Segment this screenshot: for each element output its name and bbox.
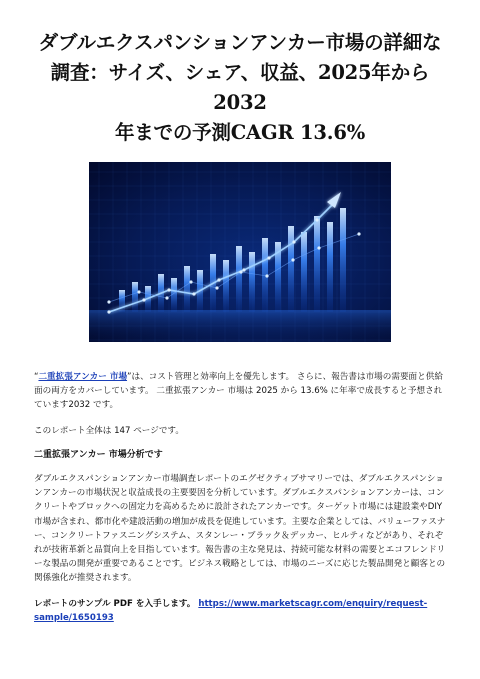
decorative-point [267,256,270,259]
title-line-1: ダブルエクスパンションアンカー市場の詳細な [38,31,442,54]
decorative-point [357,232,360,235]
decorative-point [165,296,168,299]
decorative-bar [314,216,320,312]
sample-request [34,597,446,625]
decorative-bar [340,208,346,312]
intro-paragraph: “二重拡張アンカー 市場”は、コスト管理と効率向上を優先します。 さらに、報告書は市場の需要面と供給面の両方をカバーしています。 二重拡張アンカー 市場は 2025 から 13.6% に年率で成長すると予想されています2032 です。 [34,372,443,411]
decorative-point [315,218,318,221]
decorative-point [242,268,245,271]
hero-growth-chart-image [89,162,391,342]
title-line-2: 調査：サイズ、シェア、収益、2025年から2032 [50,61,430,114]
decorative-point [137,290,140,293]
decorative-point [217,278,220,281]
market-link[interactable]: 二重拡張アンカー 市場 [38,372,128,382]
decorative-bar [301,232,307,312]
decorative-bar [132,282,138,312]
decorative-point [291,258,294,261]
decorative-point [142,298,145,301]
page-title [34,28,446,148]
section-heading: 二重拡張アンカー 市場分析です [34,449,163,460]
title-line-3: 年までの予測CAGR 13.6% [114,121,366,144]
decorative-bar [327,222,333,312]
decorative-point [239,270,242,273]
decorative-bar [184,266,190,312]
decorative-point [265,274,268,277]
decorative-point [192,292,195,295]
decorative-point [107,310,110,313]
decorative-bar [236,246,242,312]
sample-label: レポートのサンプル PDF を入手します。 [34,598,196,609]
decorative-bar [223,260,229,312]
decorative-point [292,240,295,243]
decorative-bar [288,226,294,312]
decorative-point [107,300,110,303]
decorative-point [189,280,192,283]
decorative-point [215,286,218,289]
decorative-point [317,246,320,249]
pages-note: このレポート全体は 147 ページです。 [34,425,184,436]
decorative-bar [249,252,255,312]
sample-request-link[interactable]: https://www.marketscagr.com/enquiry/request-sample/1650193 [34,598,428,623]
analysis-paragraph: ダブルエクスパンションアンカー市場調査レポートのエグゼクティブサマリーでは、ダブルエクスパンションアンカーの市場状況と収益成長の主要要因を分析しています。ダブルエクスパンションアンカーは、コンクリートやブロックへの固定力を高めるために設計されたアンカーです。ターゲット市場には建設業やDIY市場が含まれ、都市化や建設活動の増加が成長を促進しています。主要な企業としては、バリューファスナー、コンクリートファスニングシステム、スタンレー・ブラック＆デッカー、ヒルティなどがあり、それぞれが技術革新と品質向上を目指しています。報告書の主な発見は、持続可能な材料の需要とエコフレンドリーな製品の開発が重要であることです。ビジネス戦略としては、市場のニーズに応じた製品開発と顧客との関係強化が推奨されます。 [34,474,446,584]
decorative-point [167,288,170,291]
